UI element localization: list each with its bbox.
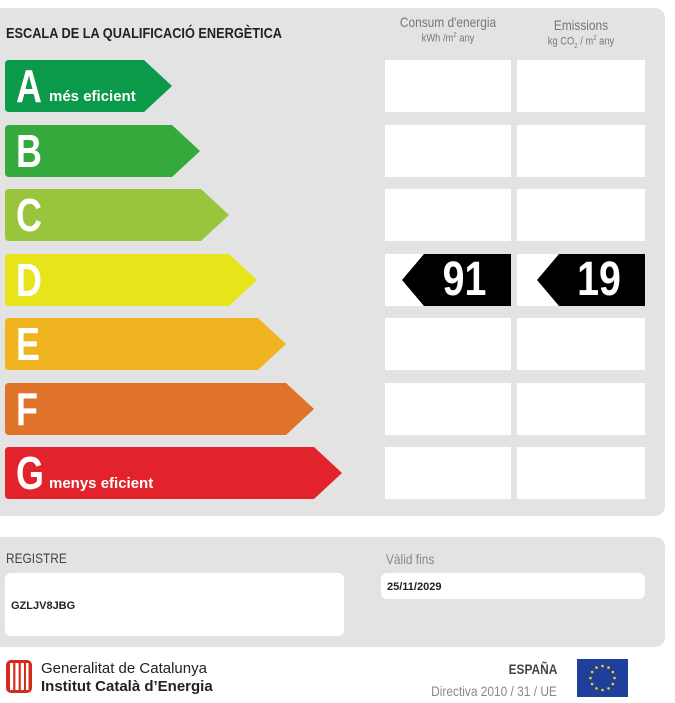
valid-until-value: 25/11/2029	[387, 581, 442, 593]
eu-star	[607, 687, 610, 690]
consumption-marker	[402, 254, 511, 306]
consumption-cell	[385, 318, 511, 370]
eu-star	[591, 683, 594, 686]
rating-row-e	[0, 318, 665, 370]
consumption-unit: kWh $/m^2$ any	[421, 31, 475, 45]
eu-star	[601, 665, 604, 668]
rating-arrow-f	[5, 383, 314, 435]
emissions-marker-value: 19	[577, 253, 621, 306]
emissions-cell	[517, 189, 645, 241]
emissions-cell	[517, 318, 645, 370]
org-name-line2: Institut Català d’Energia	[41, 678, 213, 695]
emissions-title: Emissions	[553, 17, 609, 33]
rating-letter: D	[16, 254, 42, 306]
rating-row-d	[0, 254, 665, 306]
eu-star	[612, 683, 615, 686]
eu-star	[613, 677, 616, 680]
rating-subtitle: menys eficient	[49, 475, 154, 492]
rating-subtitle: més eficient	[49, 88, 136, 105]
consumption-header	[385, 14, 511, 46]
eu-star	[595, 687, 598, 690]
rating-arrow-d	[5, 254, 257, 306]
consumption-cell	[385, 189, 511, 241]
directive-label: Directiva 2010 / 31 / UE	[431, 683, 557, 699]
rating-arrow-c	[5, 189, 229, 241]
rating-row-c	[0, 189, 665, 241]
rating-row-f	[0, 383, 665, 435]
registration-label: REGISTRE	[6, 550, 67, 566]
rating-row-g	[0, 447, 665, 499]
rating-letter: E	[16, 318, 40, 370]
eu-star	[591, 671, 594, 674]
rating-arrow-b	[5, 125, 200, 177]
rating-arrow-a	[5, 60, 172, 112]
rating-letter: G	[16, 447, 44, 499]
eu-star	[601, 689, 604, 692]
org-name-line1: Generalitat de Catalunya	[41, 660, 207, 677]
emissions-marker	[537, 254, 645, 306]
emissions-cell	[517, 383, 645, 435]
emissions-cell	[517, 447, 645, 499]
consumption-title: Consum d'energia	[399, 14, 497, 30]
rating-row-a	[0, 60, 665, 112]
eu-flag-icon	[577, 659, 628, 697]
valid-until-label: Vàlid fins	[386, 551, 435, 567]
consumption-marker-value: 91	[442, 253, 487, 306]
eu-star	[589, 677, 592, 680]
emissions-cell	[517, 125, 645, 177]
eu-star	[612, 671, 615, 674]
rating-row-b	[0, 125, 665, 177]
consumption-cell	[385, 60, 511, 112]
emissions-header	[517, 17, 645, 51]
consumption-cell	[385, 125, 511, 177]
registration-value: GZLJV8JBG	[11, 600, 76, 612]
emissions-unit: kg $CO_2 / m^2$ any	[547, 34, 615, 50]
generalitat-logo	[6, 660, 32, 693]
consumption-cell	[385, 383, 511, 435]
rating-letter: A	[16, 60, 42, 112]
rating-letter: B	[16, 125, 42, 177]
scale-title: ESCALA DE LA QUALIFICACIÓ ENERGÈTICA	[6, 25, 283, 42]
rating-letter: C	[16, 189, 42, 241]
emissions-cell	[517, 60, 645, 112]
rating-arrow-e	[5, 318, 286, 370]
rating-letter: F	[16, 383, 38, 435]
country-label: ESPAÑA	[508, 661, 557, 677]
consumption-cell	[385, 447, 511, 499]
rating-arrow-g	[5, 447, 342, 499]
eu-star	[595, 666, 598, 669]
eu-star	[607, 666, 610, 669]
